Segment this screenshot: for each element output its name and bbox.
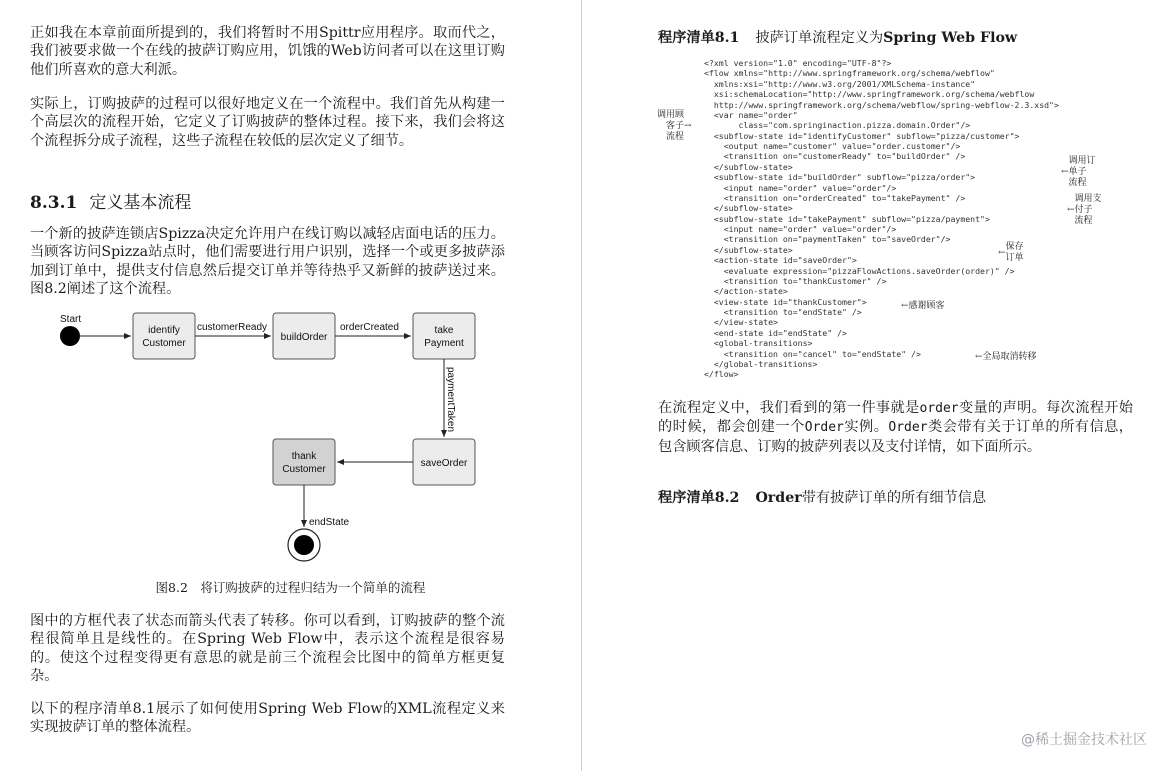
arrow-left-icon: ← bbox=[998, 247, 1006, 258]
listing-8-2-number: 程序清单8.2 bbox=[658, 490, 740, 506]
annotation-thank-customer bbox=[901, 301, 945, 313]
annotation-global-cancel-text: 全局取消转移 bbox=[982, 352, 1037, 362]
code-line: <transition on="paymentTaken" to="saveOrder"/> bbox=[704, 234, 951, 245]
code-line: <subflow-state id="buildOrder" subflow="pizza/order"> bbox=[704, 172, 976, 183]
code-line: <end-state id="endState" /> bbox=[704, 327, 847, 338]
listing-8-2-name-bold: Order bbox=[755, 490, 802, 506]
node-thank-line1: thank bbox=[291, 451, 317, 462]
code-line: </flow> bbox=[704, 369, 739, 380]
code-line: <view-state id="thankCustomer"> bbox=[704, 296, 867, 307]
annotation-payment-subflow bbox=[1067, 194, 1102, 227]
annotation-customer-subflow-text: 调用顾 客子 流程 bbox=[657, 110, 685, 142]
annotation-save-order bbox=[998, 242, 1024, 264]
pizza-flow-diagram bbox=[48, 305, 508, 570]
paragraph-order-variable-part3: 实例。 bbox=[843, 419, 889, 436]
code-line: <action-state id="saveOrder"> bbox=[704, 255, 857, 266]
listing-8-1-name-text: 披萨订单流程定义为 bbox=[755, 30, 884, 46]
listing-8-1-title bbox=[658, 27, 1017, 47]
code-line: <evaluate expression="pizzaFlowActions.saveOrder(order)" /> bbox=[704, 265, 1015, 276]
node-identify-line1: identify bbox=[148, 325, 180, 336]
code-line: xmlns:xsi="http://www.w3.org/2001/XMLSchema-instance" bbox=[704, 78, 976, 89]
listing-8-1-number: 程序清单8.1 bbox=[658, 30, 740, 46]
node-take-line2: Payment bbox=[424, 338, 464, 349]
listing-8-2-title bbox=[658, 487, 986, 507]
edge-payment-taken-label: paymentTaken bbox=[445, 367, 456, 433]
end-node bbox=[288, 529, 320, 561]
node-take-payment bbox=[413, 313, 475, 359]
start-node bbox=[60, 314, 81, 346]
node-save-order-label: saveOrder bbox=[420, 458, 468, 469]
code-line: <transition on="orderCreated" to="takePayment" /> bbox=[704, 192, 966, 203]
start-label: Start bbox=[60, 314, 82, 325]
node-thank-line2: Customer bbox=[282, 464, 326, 475]
code-line: <flow xmlns="http://www.springframework.org/schema/webflow" bbox=[704, 68, 995, 79]
annotation-payment-subflow-text: 调用支 付子 流程 bbox=[1074, 194, 1102, 226]
code-line: http://www.springframework.org/schema/webflow/spring-webflow-2.3.xsd"> bbox=[704, 99, 1059, 110]
code-line: <transition on="cancel" to="endState" /> bbox=[704, 348, 921, 359]
arrow-left-icon: ← bbox=[901, 301, 909, 311]
code-line: class="com.springinaction.pizza.domain.Order"/> bbox=[704, 120, 971, 131]
node-identify-customer bbox=[133, 313, 195, 359]
watermark: @稀土掘金技术社区 bbox=[1021, 732, 1147, 748]
paragraph-intro: 正如我在本章前面所提到的，我们将暂时不用Spittr应用程序。取而代之，我们被要求做一个在线的披萨订购应用，饥饿的Web访问者可以在这里订购他们所喜欢的意大利派。 bbox=[30, 25, 505, 78]
code-line: </subflow-state> bbox=[704, 161, 793, 172]
right-page bbox=[583, 0, 1169, 771]
code-line: <transition on="customerReady" to="buildOrder" /> bbox=[704, 151, 966, 162]
paragraph-order-variable-part4: 类会带有关于订单的所有信息，包含顾客信息、订购的披萨列表以及支付详情，如下面所示。 bbox=[658, 419, 1133, 455]
section-number: 8.3.1 bbox=[30, 193, 78, 213]
arrow-left-icon: ← bbox=[1067, 205, 1075, 215]
paragraph-spizza: 一个新的披萨连锁店Spizza决定允许用户在线订购以减轻店面电话的压力。当顾客访问Spizza站点时，他们需要进行用户识别，选择一个或更多披萨添加到订单中，提供支付信息然后提交订单并等待热乎又新鲜的披萨送过来。图8.2阐述了这个流程。 bbox=[30, 226, 505, 297]
listing-8-2-name-text: 带有披萨订单的所有细节信息 bbox=[801, 490, 987, 506]
edge-order-created-label: orderCreated bbox=[340, 322, 399, 333]
annotation-global-cancel bbox=[975, 352, 1037, 364]
annotation-save-order-text: 保存 订单 bbox=[1005, 242, 1024, 263]
node-build-order-label: buildOrder bbox=[280, 332, 328, 343]
code-line: <subflow-state id="identifyCustomer" subflow="pizza/customer"> bbox=[704, 130, 1020, 141]
code-line: xsi:schemaLocation="http://www.springframework.org/schema/webflow bbox=[704, 89, 1035, 100]
figure-caption: 图8.2 将订购披萨的过程归结为一个简单的流程 bbox=[155, 580, 426, 595]
left-page bbox=[0, 0, 581, 771]
node-build-order bbox=[273, 313, 335, 359]
paragraph-diagram-explanation: 图中的方框代表了状态而箭头代表了转移。你可以看到，订购披萨的整个流程很简单且是线性的。在Spring Web Flow中，表示这个流程是很容易的。使这个过程变得更有意思的就是前三个流程会比图中的简单方框更复杂。 bbox=[30, 613, 505, 684]
arrow-left-icon: ← bbox=[975, 352, 983, 362]
arrow-right-icon: → bbox=[684, 121, 692, 131]
code-order-class-2: Order bbox=[888, 420, 928, 436]
paragraph-flow-overview: 实际上，订购披萨的过程可以很好地定义在一个流程中。我们首先从构建一个高层次的流程开始，它定义了订购披萨的整体过程。接下来，我们会将这个流程拆分成子流程，这些子流程在较低的层次定义了细节。 bbox=[30, 96, 505, 149]
code-line: <subflow-state id="takePayment" subflow="pizza/payment"> bbox=[704, 213, 990, 224]
code-line: </subflow-state> bbox=[704, 203, 793, 214]
annotation-order-subflow-text: 调用订 单子 流程 bbox=[1068, 156, 1096, 188]
paragraph-order-variable-part2: 变量的声明。每次流程开始的时候，都会创建一个 bbox=[658, 400, 1133, 436]
code-line: <transition to="thankCustomer" /> bbox=[704, 275, 887, 286]
node-save-order bbox=[413, 439, 475, 485]
code-line: <?xml version="1.0" encoding="UTF-8"?> bbox=[704, 58, 892, 68]
code-line: </view-state> bbox=[704, 317, 778, 328]
paragraph-order-variable bbox=[658, 399, 1133, 456]
edge-customer-ready-label: customerReady bbox=[197, 322, 268, 333]
code-line: <input name="order" value="order"/> bbox=[704, 182, 897, 193]
listing-8-2-name bbox=[755, 490, 986, 506]
xml-code-listing bbox=[704, 58, 1059, 380]
code-line: <output name="customer" value="order.customer"/> bbox=[704, 141, 961, 151]
node-identify-line2: Customer bbox=[142, 338, 186, 349]
node-thank-customer bbox=[273, 439, 335, 485]
code-line: </action-state> bbox=[704, 286, 788, 297]
section-heading bbox=[30, 188, 191, 213]
arrow-left-icon: ← bbox=[1061, 167, 1069, 177]
listing-8-1-name bbox=[755, 30, 1017, 46]
code-line: </global-transitions> bbox=[704, 358, 818, 369]
code-line: </subflow-state> bbox=[704, 244, 793, 255]
annotation-customer-subflow bbox=[657, 110, 692, 143]
code-line: <input name="order" value="order"/> bbox=[704, 224, 897, 234]
page-divider bbox=[581, 0, 582, 771]
section-title: 定义基本流程 bbox=[89, 193, 192, 213]
paragraph-order-variable-part1: 在流程定义中，我们看到的第一件事就是 bbox=[658, 400, 920, 416]
code-order: order bbox=[919, 401, 959, 416]
edge-end-state-label: endState bbox=[309, 517, 350, 528]
code-order-class: Order bbox=[804, 420, 844, 436]
code-line: <transition to="endState" /> bbox=[704, 307, 862, 317]
code-line: <var name="order" bbox=[704, 109, 798, 120]
listing-8-1-name-bold: Spring Web Flow bbox=[883, 30, 1018, 46]
node-take-line1: take bbox=[434, 325, 454, 336]
code-line: <global-transitions> bbox=[704, 338, 813, 349]
annotation-order-subflow bbox=[1061, 156, 1096, 189]
paragraph-listing-intro: 以下的程序清单8.1展示了如何使用Spring Web Flow的XML流程定义来实现披萨订单的整体流程。 bbox=[30, 701, 505, 736]
annotation-thank-customer-text: 感谢顾客 bbox=[908, 301, 945, 311]
